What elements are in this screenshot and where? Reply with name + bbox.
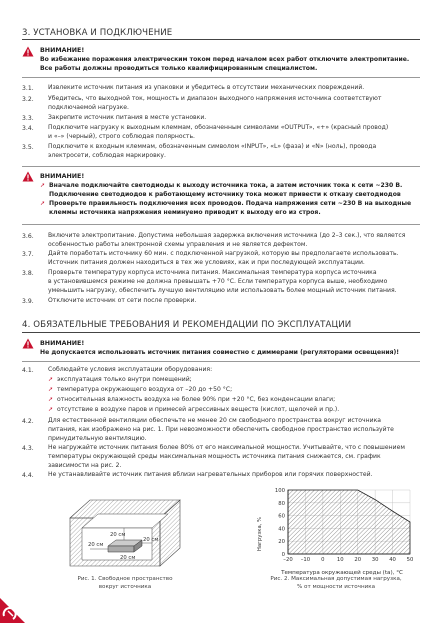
brand-logo-icon <box>0 594 29 623</box>
item-text: Извлеките источник питания из упаковки и убедитесь в отсутствии механических повреждений. <box>48 84 365 91</box>
item-text: в установившемся режиме не должна превышать +70 °С. Если температура корпуса выше, необходимо <box>48 278 388 285</box>
item-number: 4.1. <box>22 367 34 374</box>
arrow-icon: ➚ <box>48 376 54 383</box>
clearance-label: 20 см <box>120 555 136 561</box>
item-text: принудительную вентиляцию. <box>48 435 147 442</box>
item-number: 3.3. <box>22 115 34 122</box>
item-text: подключаемой нагрузке. <box>48 104 129 111</box>
item-number: 3.5. <box>22 144 34 151</box>
item-number: 4.3. <box>22 445 34 452</box>
item-text: Проверьте температуру корпуса источника питания. Максимальная температура корпуса источника <box>48 269 377 276</box>
arrow-icon: ➚ <box>48 386 54 393</box>
x-tick-label: 0 <box>321 557 325 563</box>
warning-icon <box>22 171 34 182</box>
warning-line: Не допускается использовать источник питания совместно с диммерами (регуляторами освещения)! <box>40 349 400 356</box>
warning-divider <box>22 224 420 225</box>
item-number: 3.6. <box>22 233 34 240</box>
x-tick-label: 20 <box>354 557 362 563</box>
x-tick-labels <box>283 557 414 563</box>
arrow-icon: ➚ <box>48 396 54 403</box>
warning-bullet-cont: Подключение светодиодов к работающему источнику тока может привести к отказу светодиодов <box>49 191 401 198</box>
x-tick-label: 40 <box>389 557 396 563</box>
x-tick-label: 30 <box>371 557 379 563</box>
item-text: и «–» (черный), строго соблюдая полярность. <box>48 133 195 140</box>
warning-bullet: ➚ Вначале подключайте светодиоды к выходу источника тока, а затем источник тока к сети ~230 В. <box>40 182 403 189</box>
section-4-title: 4. ОБЯЗАТЕЛЬНЫЕ ТРЕБОВАНИЯ И РЕКОМЕНДАЦИИ ПО ЭКСПЛУАТАЦИИ <box>22 320 352 330</box>
figure-2-derating-chart <box>248 484 416 576</box>
y-tick-label: 40 <box>278 526 285 533</box>
item-text: Не нагружайте источник питания более 80% от его максимальной мощности. Учитывайте, что с повышением <box>48 444 405 451</box>
item-text: Дайте поработать источнику 60 мин. с подключенной нагрузкой, которую вы предполагаете использовать. <box>48 250 399 257</box>
warning-line: Все работы должны проводиться только квалифицированным специалистом. <box>40 65 318 72</box>
item-text: питания, как изображено на рис. 1. При невозможности обеспечить свободное пространство используйте <box>48 426 394 433</box>
clearance-label: 20 см <box>88 542 104 548</box>
item-text: Соблюдайте условия эксплуатации оборудования: <box>48 366 213 373</box>
y-tick-label: 60 <box>278 513 285 520</box>
warning-icon <box>22 46 34 57</box>
item-text: Не устанавливайте источник питания вблизи нагревательных приборов или горячих поверхностей. <box>48 471 373 478</box>
derating-area <box>288 490 410 554</box>
item-number: 3.8. <box>22 270 34 277</box>
section-divider <box>22 332 420 333</box>
item-number: 4.2. <box>22 418 34 425</box>
warning-divider <box>22 166 420 167</box>
item-text: Подключите к входным клеммам, обозначенным символом «INPUT», «L» (фаза) и «N» (ноль), провода <box>48 143 377 150</box>
item-text: уменьшить нагрузку, обеспечить лучшую вентиляцию или использовать более мощный источник питания. <box>48 287 397 294</box>
arrow-icon: ➚ <box>40 182 46 189</box>
y-tick-label: 100 <box>274 488 285 494</box>
item-text: электросети, соблюдая маркировку. <box>48 152 166 159</box>
figure-1-free-space-diagram <box>60 490 190 570</box>
x-tick-label: 10 <box>336 557 344 563</box>
warning-line: Во избежание поражения электрическим током перед началом всех работ отключите электропитание. <box>40 56 410 63</box>
warning-title: ВНИМАНИЕ! <box>40 173 85 180</box>
item-number: 3.2. <box>22 96 34 103</box>
list-item: ➚ относительная влажность воздуха не более 90% при +20 °С, без конденсации влаги; <box>48 396 336 403</box>
figure-2-caption: Рис. 2. Максимальная допустимая нагрузка, % от мощности источника <box>270 576 402 590</box>
clearance-label: 20 см <box>143 537 159 543</box>
item-number: 3.1. <box>22 85 34 92</box>
arrow-icon: ➚ <box>48 406 54 413</box>
item-text: температуры окружающей среды максимальная мощность источника питания снижается, см. график <box>48 453 381 460</box>
item-text: Источник питания должен находиться в тех же условиях, как и при последующей эксплуатации. <box>48 259 365 266</box>
item-text: Включите электропитание. Допустима небольшая задержка включения источника (до 2–3 сек.), что является <box>48 232 406 239</box>
figure-1-caption: Рис. 1. Свободное пространство вокруг источника <box>77 576 173 590</box>
y-tick-labels <box>275 488 286 558</box>
x-tick-label: –10 <box>300 557 311 563</box>
y-axis-label: Нагрузка, % <box>257 516 263 552</box>
item-text: Подключите нагрузку к выходным клеммам, обозначенным символами «OUTPUT», «+» (красный провод) <box>48 124 389 131</box>
item-text: зависимости на рис. 2. <box>48 462 122 469</box>
warning-icon <box>22 338 34 349</box>
item-text: Убедитесь, что выходной ток, мощность и диапазон выходного напряжения источника соответствуют <box>48 95 382 102</box>
clearance-label: 20 см <box>110 532 126 538</box>
warning-title: ВНИМАНИЕ! <box>40 340 85 347</box>
item-number: 3.4. <box>22 125 34 132</box>
warning-title: ВНИМАНИЕ! <box>40 47 85 54</box>
list-item: ➚ отсутствие в воздухе паров и примесей агрессивных веществ (кислот, щелочей и пр.). <box>48 406 340 413</box>
y-tick-label: 80 <box>278 500 285 507</box>
x-tick-label: 50 <box>406 557 414 563</box>
section-3-title: 3. УСТАНОВКА И ПОДКЛЮЧЕНИЕ <box>22 28 173 38</box>
x-axis-label: Температура окружающей среды (ta), °С <box>281 570 403 576</box>
list-item: ➚ эксплуатация только внутри помещений; <box>48 376 192 383</box>
item-number: 3.7. <box>22 251 34 258</box>
item-text: Для естественной вентиляции обеспечьте не менее 20 см свободного пространства вокруг источника <box>48 417 381 424</box>
y-tick-label: 20 <box>278 539 285 546</box>
warning-bullet: ➚ Проверьте правильность подключения всех проводов. Подача напряжения сети ~230 В на выходные <box>40 200 412 207</box>
y-tick-label: 0 <box>281 552 285 558</box>
item-text: Отключите источник от сети после проверки. <box>48 297 197 304</box>
item-text: особенностью работы электронной схемы управления и не является дефектом. <box>48 241 308 248</box>
item-number: 3.9. <box>22 298 34 305</box>
warning-divider <box>22 77 420 78</box>
x-tick-label: –20 <box>283 557 293 563</box>
arrow-icon: ➚ <box>40 200 46 207</box>
warning-divider <box>22 361 420 362</box>
item-text: Закрепите источник питания в месте установки. <box>48 114 207 121</box>
warning-bullet-cont: клеммы источника напряжения неминуемо приводит к выходу его из строя. <box>49 209 321 216</box>
list-item: ➚ температура окружающего воздуха от –20 до +50 °С; <box>48 386 233 393</box>
section-divider <box>22 39 420 40</box>
item-number: 4.4. <box>22 472 34 479</box>
